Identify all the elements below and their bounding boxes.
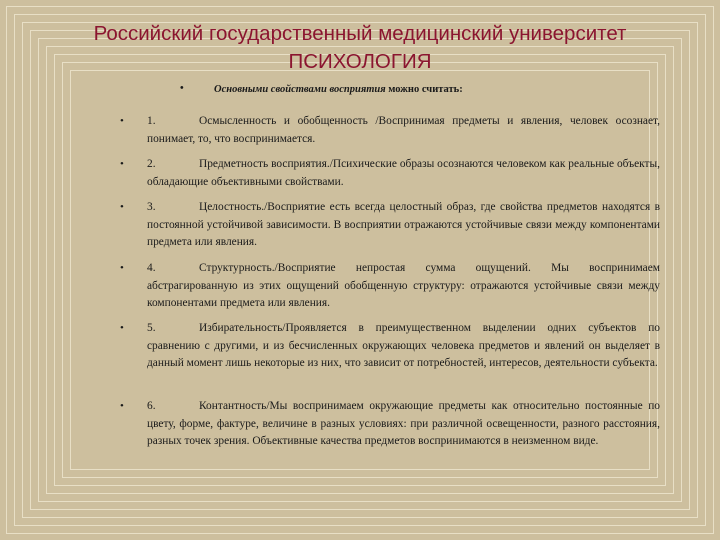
item-body (147, 199, 660, 252)
bullet: • (120, 322, 124, 334)
bullet: • (120, 201, 124, 213)
item-body (147, 156, 660, 191)
list-item (120, 398, 660, 451)
item-body (147, 260, 660, 313)
item-text: Контантность/Мы воспринимаем окружающие предметы как относительно постоянные по цвету, форме, фактуре, величине в разных условиях: при различной освещенности, разного расстояния, разных точек зрения. Объективные качества предметов воспринимаются в неизменном виде. (147, 400, 660, 447)
slide-title (0, 20, 720, 76)
item-number: 6. (147, 400, 156, 412)
list-item (120, 113, 660, 148)
list-item (120, 320, 660, 373)
item-number: 2. (147, 158, 156, 170)
item-number: 3. (147, 201, 156, 213)
bullet: • (120, 400, 124, 412)
list-item (120, 156, 660, 191)
intro-text (214, 84, 463, 95)
intro-emphasis: Основными свойствами восприятия (214, 84, 386, 95)
title-subject: ПСИХОЛОГИЯ (288, 50, 432, 73)
list-item (120, 260, 660, 313)
item-body (147, 113, 660, 148)
item-number: 1. (147, 115, 156, 127)
item-body (147, 320, 660, 373)
item-number: 4. (147, 262, 156, 274)
item-text: Целостность./Восприятие есть всегда целостный образ, где свойства предметов находятся в постоянной устойчивой зависимости. В восприятии отражаются устойчивые связи между компонентами предмета или явления. (147, 201, 660, 248)
item-text: Осмысленность и обобщенность /Воспринимая предметы и явления, человек осознает, понимает, то, что воспринимается. (147, 115, 660, 145)
item-body (147, 398, 660, 451)
bullet: • (180, 83, 184, 94)
bullet: • (120, 262, 124, 274)
item-text: Предметность восприятия./Психические образы осознаются человеком как реальные объекты, обладающие объективными свойствами. (147, 158, 660, 188)
item-number: 5. (147, 322, 156, 334)
bullet: • (120, 158, 124, 170)
bullet: • (120, 115, 124, 127)
item-text: Структурность./Восприятие непростая сумма ощущений. Мы воспринимаем абстрагированную из этих ощущений обобщенную структуру: отражаются устойчивые связи между компонентами предмета или явления. (147, 262, 660, 309)
intro-rest: можно считать: (385, 84, 463, 95)
title-university: Российский государственный медицинский университет (93, 22, 627, 45)
list-item (120, 199, 660, 252)
item-text: Избирательность/Проявляется в преимущественном выделении одних субъектов по сравнению с другими, и из бесчисленных окружающих человека предметов и явлений он выделяет в данный момент лишь некоторые из них, что зависит от потребностей, интересов, деятельности субъекта. (147, 322, 660, 369)
